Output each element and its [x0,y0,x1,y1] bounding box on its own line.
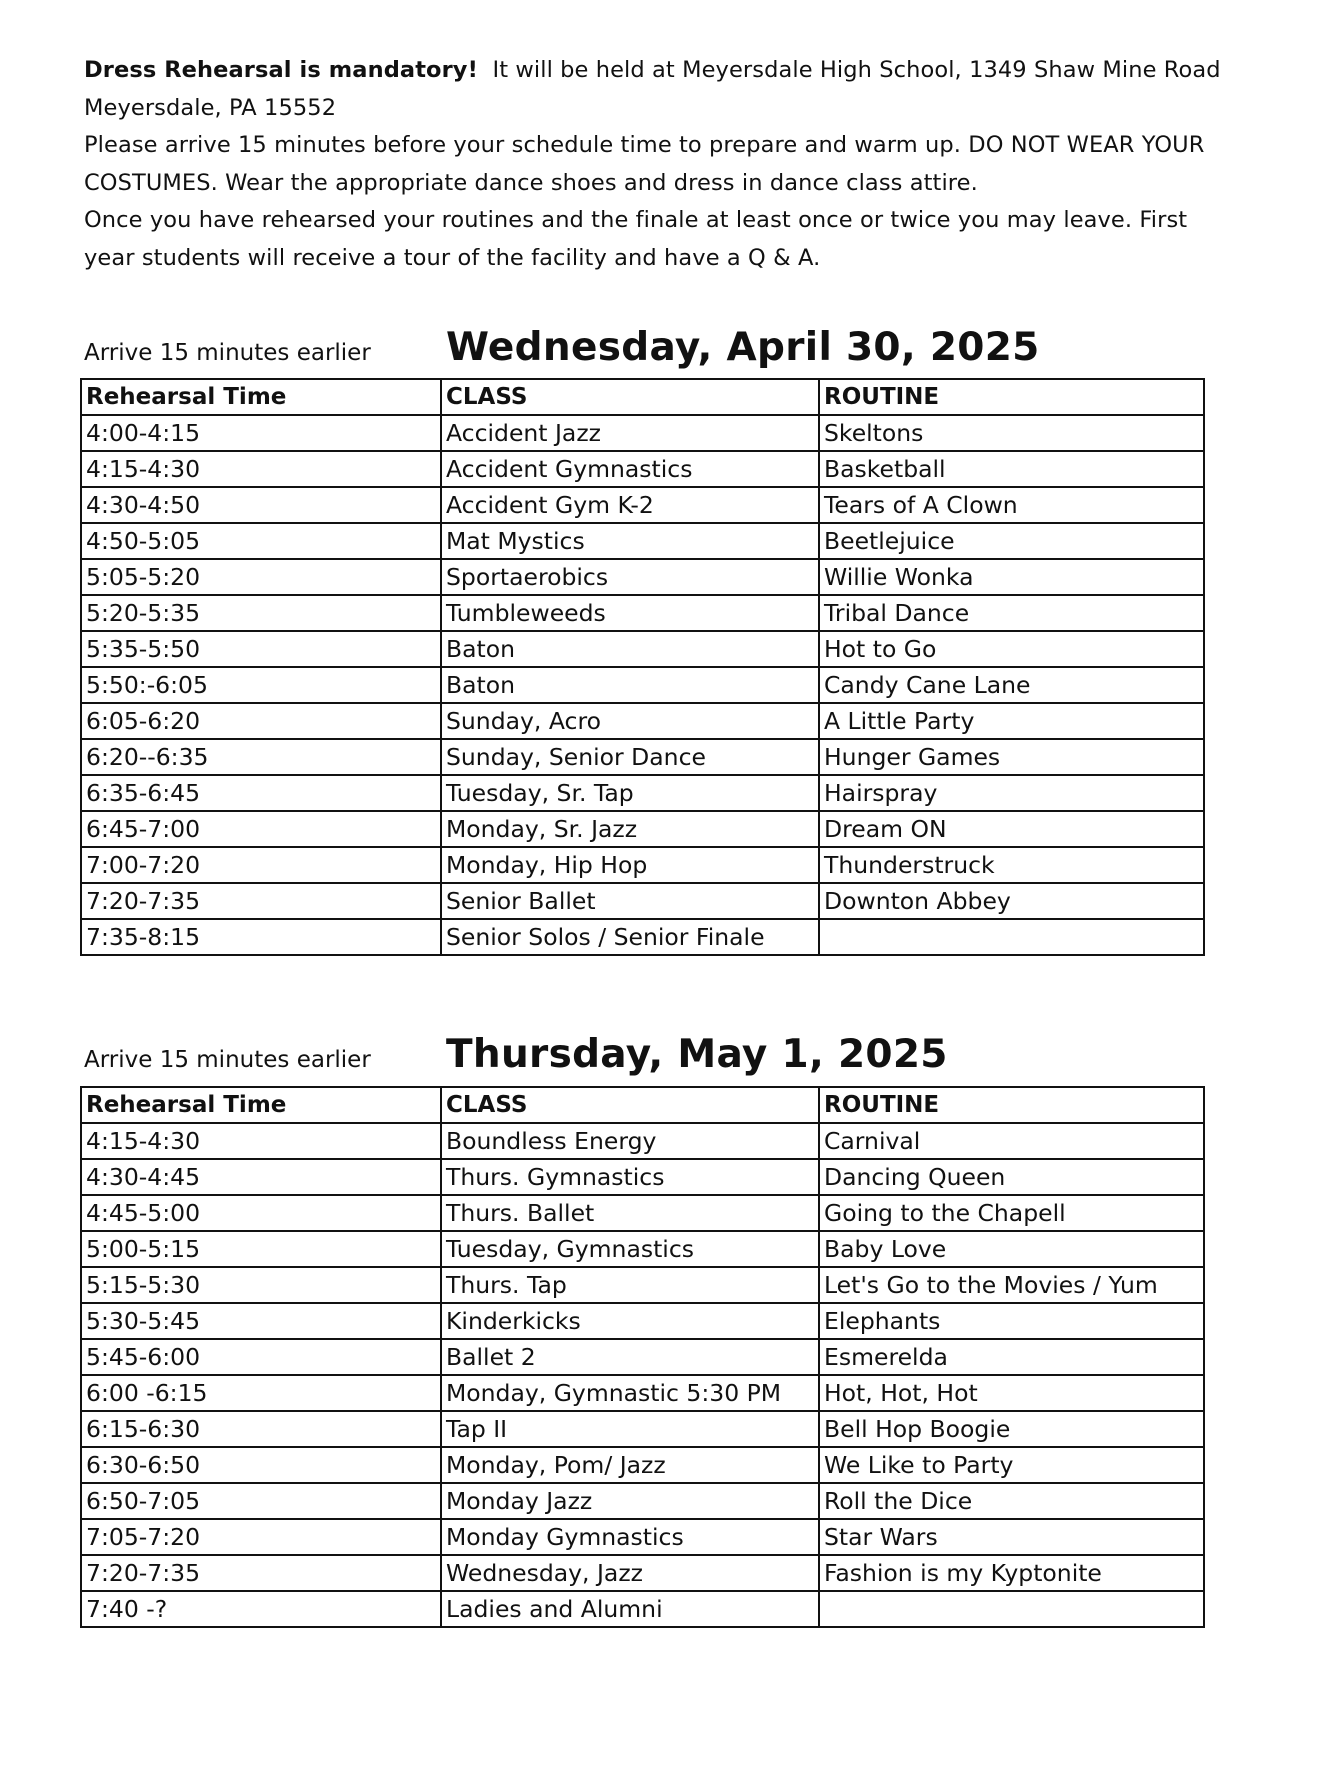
class-cell: Monday, Sr. Jazz [441,811,819,847]
rehearsal-time-cell: 6:20--6:35 [81,739,441,775]
class-cell: Boundless Energy [441,1123,819,1159]
class-cell: Senior Ballet [441,883,819,919]
rehearsal-time-cell: 5:50:-6:05 [81,667,441,703]
routine-cell: Downton Abbey [819,883,1204,919]
routine-cell: Hunger Games [819,739,1204,775]
class-cell: Sportaerobics [441,559,819,595]
class-cell: Monday Gymnastics [441,1519,819,1555]
table-row [81,559,1204,595]
class-cell: Wednesday, Jazz [441,1555,819,1591]
table-row [81,703,1204,739]
routine-cell: Fashion is my Kyptonite [819,1555,1204,1591]
table-row [81,1375,1204,1411]
table-row [81,1411,1204,1447]
rehearsal-time-cell: 5:00-5:15 [81,1231,441,1267]
class-cell: Tuesday, Gymnastics [441,1231,819,1267]
rehearsal-time-cell: 4:30-4:45 [81,1159,441,1195]
rehearsal-time-cell: 5:15-5:30 [81,1267,441,1303]
day-title: Thursday, May 1, 2025 [446,1032,948,1077]
table-row [81,1231,1204,1267]
rehearsal-time-cell: 4:30-4:50 [81,487,441,523]
rehearsal-time-cell: 4:15-4:30 [81,1123,441,1159]
routine-cell: Hairspray [819,775,1204,811]
table-row [81,1447,1204,1483]
class-cell: Baton [441,631,819,667]
table-row [81,811,1204,847]
routine-cell [819,1591,1204,1627]
routine-cell: Bell Hop Boogie [819,1411,1204,1447]
rehearsal-time-cell: 7:40 -? [81,1591,441,1627]
routine-cell: Baby Love [819,1231,1204,1267]
class-cell: Sunday, Acro [441,703,819,739]
rehearsal-time-cell: 7:05-7:20 [81,1519,441,1555]
rehearsal-time-cell: 4:45-5:00 [81,1195,441,1231]
header-class: CLASS [441,1087,819,1123]
table-header-row [81,1087,1204,1123]
table-row [81,1303,1204,1339]
routine-cell: A Little Party [819,703,1204,739]
rehearsal-time-cell: 6:45-7:00 [81,811,441,847]
class-cell: Thurs. Gymnastics [441,1159,819,1195]
routine-cell: Star Wars [819,1519,1204,1555]
routine-cell: Hot, Hot, Hot [819,1375,1204,1411]
table-row [81,1555,1204,1591]
rehearsal-time-cell: 4:15-4:30 [81,451,441,487]
intro-line-3: Please arrive 15 minutes before your schedule time to prepare and warm up. DO NOT WEAR YOUR [84,132,1205,158]
routine-cell: Tribal Dance [819,595,1204,631]
routine-cell: Dream ON [819,811,1204,847]
routine-cell: Thunderstruck [819,847,1204,883]
routine-cell: Skeltons [819,415,1204,451]
arrive-note: Arrive 15 minutes earlier [84,1047,371,1073]
class-cell: Senior Solos / Senior Finale [441,919,819,955]
table-row [81,1519,1204,1555]
table-row [81,667,1204,703]
table-row [81,775,1204,811]
class-cell: Kinderkicks [441,1303,819,1339]
rehearsal-time-cell: 7:35-8:15 [81,919,441,955]
intro-line-5: Once you have rehearsed your routines and the finale at least once or twice you may leave. First [84,207,1188,233]
table-row [81,1591,1204,1627]
intro-line-1 [84,52,1264,90]
table-row [81,739,1204,775]
thursday-schedule-table [80,1086,1205,1628]
rehearsal-time-cell: 6:05-6:20 [81,703,441,739]
table-row [81,1483,1204,1519]
routine-cell: Esmerelda [819,1339,1204,1375]
routine-cell: Basketball [819,451,1204,487]
table-row [81,883,1204,919]
intro-notice [84,52,1264,277]
mandatory-notice: Dress Rehearsal is mandatory! [84,57,478,83]
routine-cell: Candy Cane Lane [819,667,1204,703]
class-cell: Accident Gym K-2 [441,487,819,523]
table-row [81,1195,1204,1231]
table-row [81,1123,1204,1159]
routine-cell [819,919,1204,955]
class-cell: Tap II [441,1411,819,1447]
table-row [81,1267,1204,1303]
class-cell: Mat Mystics [441,523,819,559]
rehearsal-time-cell: 6:35-6:45 [81,775,441,811]
table-row [81,595,1204,631]
header-rehearsal-time: Rehearsal Time [81,1087,441,1123]
class-cell: Accident Jazz [441,415,819,451]
routine-cell: Roll the Dice [819,1483,1204,1519]
routine-cell: Dancing Queen [819,1159,1204,1195]
rehearsal-time-cell: 6:00 -6:15 [81,1375,441,1411]
intro-line-4: COSTUMES. Wear the appropriate dance shoes and dress in dance class attire. [84,169,978,196]
rehearsal-time-cell: 6:30-6:50 [81,1447,441,1483]
routine-cell: Carnival [819,1123,1204,1159]
table-row [81,919,1204,955]
location-text: It will be held at Meyersdale High School, 1349 Shaw Mine Road [492,57,1221,83]
class-cell: Baton [441,667,819,703]
class-cell: Sunday, Senior Dance [441,739,819,775]
intro-line-2: Meyersdale, PA 15552 [84,94,337,121]
header-routine: ROUTINE [819,379,1204,415]
class-cell: Ballet 2 [441,1339,819,1375]
routine-cell: Let's Go to the Movies / Yum [819,1267,1204,1303]
routine-cell: We Like to Party [819,1447,1204,1483]
rehearsal-time-cell: 7:20-7:35 [81,883,441,919]
rehearsal-time-cell: 6:15-6:30 [81,1411,441,1447]
table-row [81,1339,1204,1375]
header-routine: ROUTINE [819,1087,1204,1123]
thursday-heading [84,1027,1214,1077]
day-title: Wednesday, April 30, 2025 [446,325,1040,370]
wednesday-schedule-table [80,378,1205,956]
rehearsal-time-cell: 4:50-5:05 [81,523,441,559]
class-cell: Accident Gymnastics [441,451,819,487]
table-row [81,451,1204,487]
arrive-note: Arrive 15 minutes earlier [84,340,371,366]
rehearsal-time-cell: 6:50-7:05 [81,1483,441,1519]
header-rehearsal-time: Rehearsal Time [81,379,441,415]
class-cell: Monday, Gymnastic 5:30 PM [441,1375,819,1411]
class-cell: Thurs. Tap [441,1267,819,1303]
routine-cell: Elephants [819,1303,1204,1339]
class-cell: Thurs. Ballet [441,1195,819,1231]
rehearsal-time-cell: 5:30-5:45 [81,1303,441,1339]
table-row [81,631,1204,667]
routine-cell: Going to the Chapell [819,1195,1204,1231]
table-row [81,847,1204,883]
class-cell: Monday, Pom/ Jazz [441,1447,819,1483]
rehearsal-time-cell: 5:45-6:00 [81,1339,441,1375]
rehearsal-time-cell: 5:20-5:35 [81,595,441,631]
intro-line-6: year students will receive a tour of the facility and have a Q & A. [84,244,821,271]
table-row [81,1159,1204,1195]
table-row [81,487,1204,523]
rehearsal-time-cell: 7:00-7:20 [81,847,441,883]
rehearsal-time-cell: 4:00-4:15 [81,415,441,451]
table-row [81,523,1204,559]
routine-cell: Tears of A Clown [819,487,1204,523]
class-cell: Tumbleweeds [441,595,819,631]
table-row [81,415,1204,451]
routine-cell: Hot to Go [819,631,1204,667]
class-cell: Tuesday, Sr. Tap [441,775,819,811]
class-cell: Ladies and Alumni [441,1591,819,1627]
wednesday-heading [84,320,1214,370]
routine-cell: Willie Wonka [819,559,1204,595]
class-cell: Monday, Hip Hop [441,847,819,883]
rehearsal-time-cell: 5:35-5:50 [81,631,441,667]
routine-cell: Beetlejuice [819,523,1204,559]
class-cell: Monday Jazz [441,1483,819,1519]
header-class: CLASS [441,379,819,415]
rehearsal-time-cell: 7:20-7:35 [81,1555,441,1591]
rehearsal-time-cell: 5:05-5:20 [81,559,441,595]
table-header-row [81,379,1204,415]
